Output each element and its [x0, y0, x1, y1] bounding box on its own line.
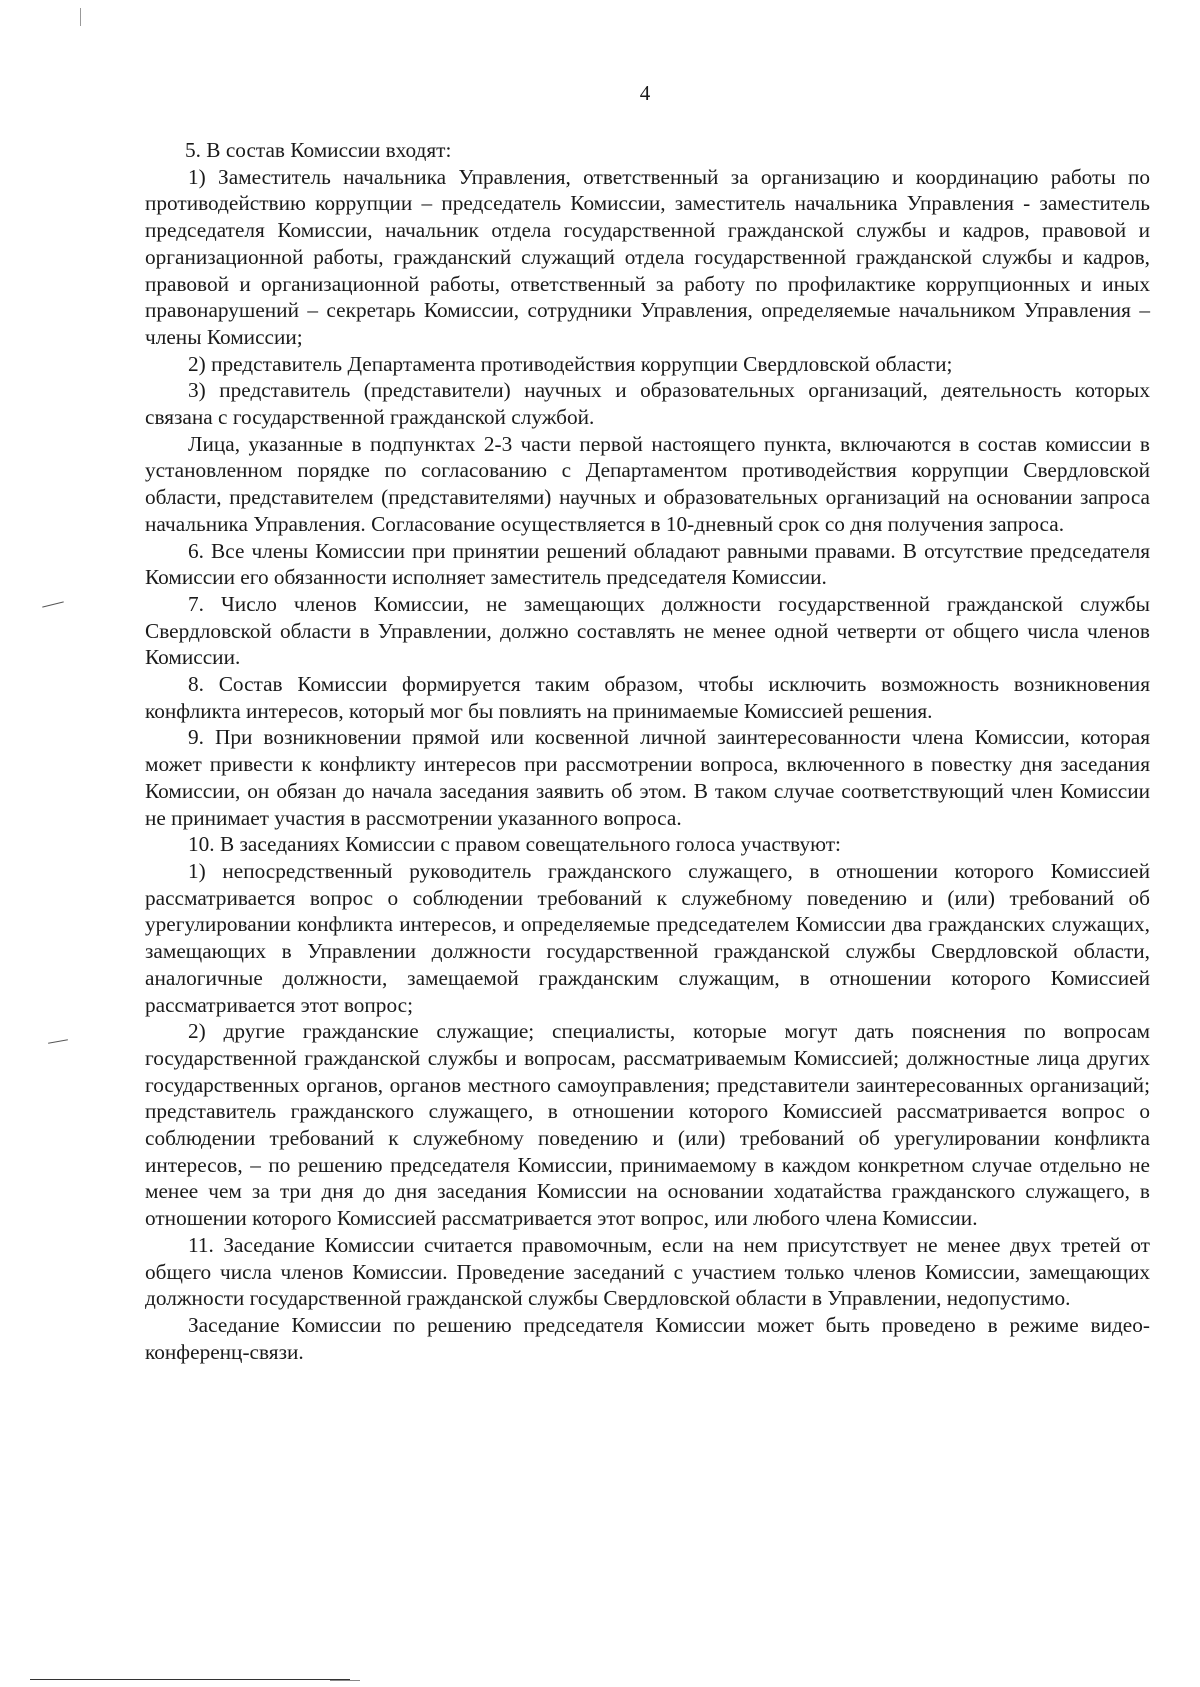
- paragraph-7: 7. Число членов Комиссии, не замещающих должности государственной гражданской службы Свердловской области в Управлении, должно составлять не менее одной четверти от общего числа членов Комиссии.: [145, 591, 1150, 670]
- page-bottom-rule: [30, 1679, 350, 1680]
- paragraph-5-item-3: 3) представитель (представители) научных и образовательных организаций, деятельность которых связана с государственной гражданской службой.: [145, 378, 1150, 430]
- paragraph-9: 9. При возникновении прямой или косвенной личной заинтересованности члена Комиссии, которая может привести к конфликту интересов при рассмотрении вопроса, включенного в повестку дня заседания Комиссии, он обязан до начала заседания заявить об этом. В таком случае соответствующий член Комиссии не принимает участия в рассмотрении указанного вопроса.: [145, 725, 1150, 830]
- scan-mark: [48, 1039, 68, 1043]
- paragraph-5-heading: 5. В состав Комиссии входят:: [185, 138, 452, 162]
- paragraph-10-heading: 10. В заседаниях Комиссии с правом совещательного голоса участвуют:: [188, 832, 841, 857]
- document-body: [145, 137, 1150, 1365]
- paragraph-5-item-2: 2) представитель Департамента противодействия коррупции Свердловской области;: [188, 351, 953, 376]
- paragraph-10-item-1: 1) непосредственный руководитель гражданского служащего, в отношении которого Комиссией рассматривается вопрос о соблюдении требований к служебному поведению и (или) требований об урегулировании конфликта интересов, и определяемые председателем Комиссии два гражданских служащих, замещающих в Управлении должности государственной гражданской службы Свердловской области, аналогичные должности, замещаемой гражданским служащим, в отношении которого Комиссией рассматривается этот вопрос;: [145, 858, 1150, 1017]
- paragraph-10-item-2: 2) другие гражданские служащие; специалисты, которые могут дать пояснения по вопросам государственной гражданской службы и вопросам, рассматриваемым Комиссией; должностные лица других государственных органов, органов местного самоуправления; представители заинтересованных организаций; представитель гражданского служащего, в отношении которого Комиссией рассматривается вопрос о соблюдении требований к служебному поведению и (или) требований об урегулировании конфликта интересов, – по решению председателя Комиссии, принимаемому в каждом конкретном случае отдельно не менее чем за три дня до дня заседания Комиссии на основании ходатайства гражданского служащего, в отношении которого Комиссией рассматривается этот вопрос, или любого члена Комиссии.: [145, 1019, 1150, 1231]
- scan-mark: [80, 8, 81, 26]
- paragraph-5-item-1: 1) Заместитель начальника Управления, ответственный за организацию и координацию работы по противодействию коррупции – председатель Комиссии, заместитель начальника Управления - заместитель председателя Комиссии, начальник отдела государственной гражданской службы и кадров, правовой и организационной работы, гражданский служащий отдела государственной гражданской службы и кадров, правовой и организационной работы, ответственный за работу по профилактике коррупционных и иных правонарушений – секретарь Комиссии, сотрудники Управления, определяемые начальником Управления – члены Комиссии;: [145, 164, 1150, 349]
- paragraph-5-persons: Лица, указанные в подпунктах 2-3 части первой настоящего пункта, включаются в состав комиссии в установленном порядке по согласованию с Департаментом противодействия коррупции Свердловской области, представителем (представителями) научных и образовательных организаций на основании запроса начальника Управления. Согласование осуществляется в 10-дневный срок со дня получения запроса.: [145, 431, 1150, 536]
- paragraph-11-videoconference: Заседание Комиссии по решению председателя Комиссии может быть проведено в режиме видео-конференц-связи.: [145, 1312, 1150, 1364]
- paragraph-8: 8. Состав Комиссии формируется таким образом, чтобы исключить возможность возникновения конфликта интересов, который мог бы повлиять на принимаемые Комиссией решения.: [145, 672, 1150, 723]
- paragraph-11: 11. Заседание Комиссии считается правомочным, если на нем присутствует не менее двух третей от общего числа членов Комиссии. Проведение заседаний с участием только членов Комиссии, замещающих должности государственной гражданской службы Свердловской области в Управлении, недопустимо.: [145, 1232, 1150, 1311]
- paragraph-6: 6. Все члены Комиссии при принятии решений обладают равными правами. В отсутствие председателя Комиссии его обязанности исполняет заместитель председателя Комиссии.: [145, 538, 1150, 590]
- scan-mark: [42, 601, 64, 607]
- page-number: 4: [639, 81, 651, 105]
- page-bottom-rule: [330, 1680, 360, 1681]
